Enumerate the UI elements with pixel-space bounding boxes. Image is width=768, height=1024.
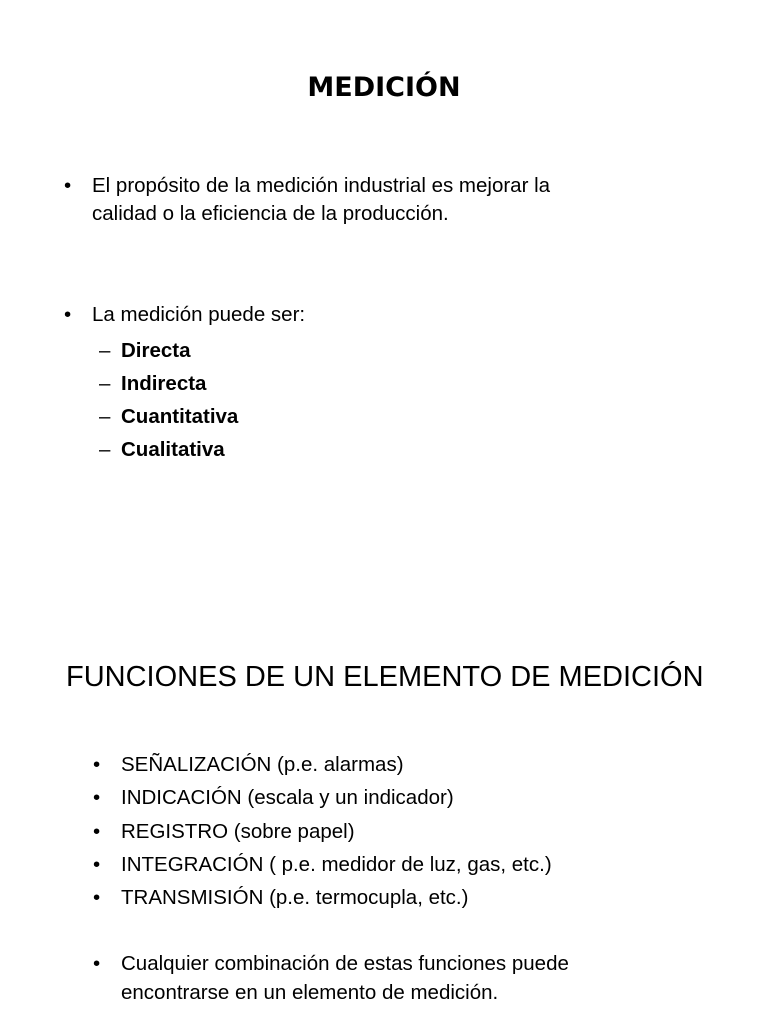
closing-paragraph xyxy=(93,950,569,1007)
list-item xyxy=(64,301,305,329)
function-registro: REGISTRO (sobre papel) xyxy=(121,819,355,843)
list-item xyxy=(93,950,569,1007)
bullet-icon: • xyxy=(93,852,101,876)
dash-icon: – xyxy=(99,405,111,428)
function-indicacion: INDICACIÓN (escala y un indicador) xyxy=(121,786,454,810)
purpose-line-1: El propósito de la medición industrial es mejorar la xyxy=(92,174,551,197)
purpose-paragraph xyxy=(64,172,550,228)
function-transmision: TRANSMISIÓN (p.e. termocupla, etc.) xyxy=(121,886,469,910)
sub-item-directa: Directa xyxy=(121,339,191,362)
function-integracion: INTEGRACIÓN ( p.e. medidor de luz, gas, etc.) xyxy=(121,852,552,876)
bullet-icon: • xyxy=(93,753,101,776)
sub-list-item xyxy=(64,334,305,367)
sub-item-cuantitativa: Cuantitativa xyxy=(121,405,239,428)
list-item xyxy=(93,748,552,781)
sub-item-indirecta: Indirecta xyxy=(121,372,207,395)
measurement-types-sublist xyxy=(64,334,305,466)
closing-line-2: encontrarse en un elemento de medición. xyxy=(121,980,499,1004)
function-senalizacion: SEÑALIZACIÓN (p.e. alarmas) xyxy=(121,753,404,776)
bullet-icon: • xyxy=(64,174,72,197)
bullet-icon: • xyxy=(93,952,101,975)
section-heading: FUNCIONES DE UN ELEMENTO DE MEDICIÓN xyxy=(66,661,704,693)
dash-icon: – xyxy=(99,339,111,362)
sub-list-item xyxy=(64,433,305,466)
page-title: MEDICIÓN xyxy=(307,72,461,103)
dash-icon: – xyxy=(99,438,111,461)
list-item xyxy=(93,848,552,881)
measurement-types xyxy=(64,301,305,466)
list-item xyxy=(93,881,552,914)
measurement-types-intro: La medición puede ser: xyxy=(92,303,306,326)
bullet-icon: • xyxy=(93,819,101,843)
sub-list-item xyxy=(64,400,305,433)
bullet-icon: • xyxy=(93,886,101,910)
functions-list xyxy=(93,748,552,914)
bullet-icon: • xyxy=(93,786,101,810)
dash-icon: – xyxy=(99,372,111,395)
purpose-line-2: calidad o la eficiencia de la producción. xyxy=(92,202,449,225)
closing-line-1: Cualquier combinación de estas funciones puede xyxy=(121,952,569,975)
list-item xyxy=(64,172,550,228)
list-item xyxy=(93,781,552,814)
list-item xyxy=(93,815,552,848)
bullet-icon: • xyxy=(64,303,72,326)
sub-list-item xyxy=(64,367,305,400)
sub-item-cualitativa: Cualitativa xyxy=(121,438,225,461)
